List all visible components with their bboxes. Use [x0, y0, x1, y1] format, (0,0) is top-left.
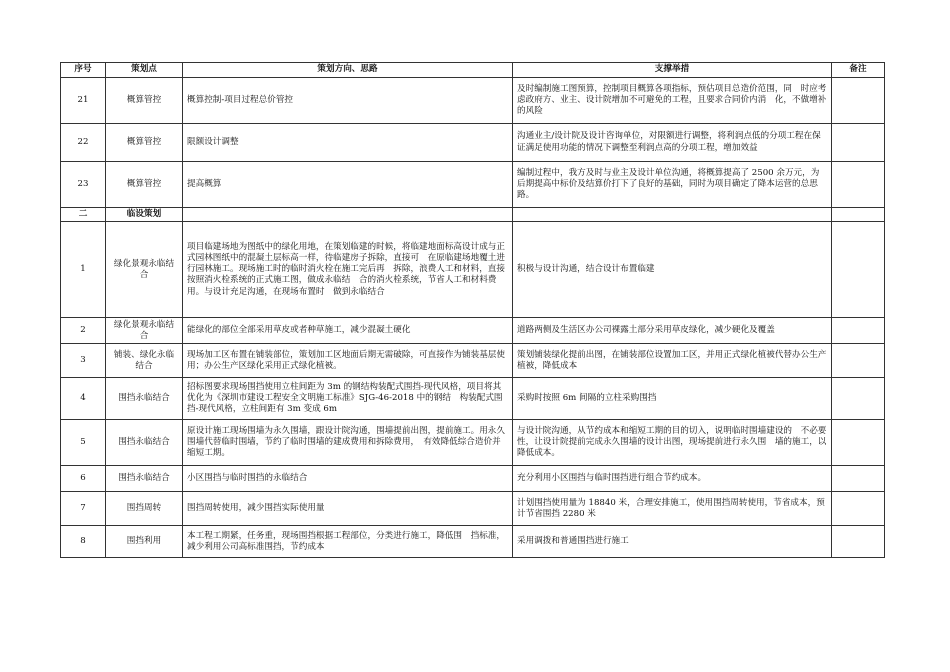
table-row — [61, 344, 885, 378]
cell-measure: 计划围挡使用量为 18840 米，合理安排施工，使用围挡周转使用，节省成本，预计节省围挡 2280 米 — [513, 492, 832, 526]
cell-point: 绿化景观永临结合 — [106, 318, 183, 344]
cell-direction: 提高概算 — [183, 162, 513, 208]
section-no: 二 — [61, 208, 106, 222]
planning-table — [60, 62, 885, 558]
cell-point: 绿化景观永临结合 — [106, 222, 183, 318]
cell-measure: 积极与设计沟通，结合设计布置临建 — [513, 222, 832, 318]
cell-no: 4 — [61, 378, 106, 420]
cell-remark — [832, 222, 885, 318]
cell-point: 围挡利用 — [106, 526, 183, 558]
table-row — [61, 222, 885, 318]
cell-remark — [832, 466, 885, 492]
cell-measure: 策划铺装绿化提前出图，在铺装部位设置加工区，并用正式绿化植被代替办公生产植被，降低成本 — [513, 344, 832, 378]
cell-point: 概算管控 — [106, 124, 183, 162]
cell-direction: 项目临建场地为图纸中的绿化用地，在策划临建的时候，将临建地面标高设计成与正式园林图纸中的混凝土层标高一样，待临建房子拆除，直接可 在原临建场地覆土进行园林施工。现场施工时的临时消火栓在施工完后再 拆除，浪费人工和材料，直接按照消火栓系统的正式施工图，做成永临结 合的消火栓系统，节省人工和材料费用。与设计充足沟通，在现场布置时 做到永临结合 — [183, 222, 513, 318]
cell-remark — [832, 344, 885, 378]
cell-point: 围挡周转 — [106, 492, 183, 526]
cell-remark — [832, 492, 885, 526]
cell-measure: 沟通业主/设计院及设计咨询单位，对限额进行调整，将利润点低的分项工程在保证满足使用功能的情况下调整至利润点高的分项工程，增加效益 — [513, 124, 832, 162]
header-measure: 支撑举措 — [513, 63, 832, 78]
cell-measure: 编制过程中，我方及时与业主及设计单位沟通，将概算提高了 2500 余万元，为后期提高中标价及结算价打下了良好的基础，同时为项目确定了降本运营的总思路。 — [513, 162, 832, 208]
cell-no: 22 — [61, 124, 106, 162]
cell-point: 铺装、绿化永临结合 — [106, 344, 183, 378]
cell-no: 6 — [61, 466, 106, 492]
header-no: 序号 — [61, 63, 106, 78]
cell-remark — [832, 526, 885, 558]
header-row — [61, 63, 885, 78]
cell-point: 围挡永临结合 — [106, 378, 183, 420]
cell-point: 围挡永临结合 — [106, 466, 183, 492]
cell-no: 7 — [61, 492, 106, 526]
cell-direction: 围挡周转使用，减少围挡实际使用量 — [183, 492, 513, 526]
cell-remark — [832, 78, 885, 124]
cell-direction: 小区围挡与临时围挡的永临结合 — [183, 466, 513, 492]
table-row — [61, 526, 885, 558]
cell-direction: 概算控制-项目过程总价管控 — [183, 78, 513, 124]
cell-remark — [832, 378, 885, 420]
table-row — [61, 492, 885, 526]
cell-direction: 招标图要求现场围挡使用立柱间距为 3m 的钢结构装配式围挡-现代风格，项目将其优化为《深圳市建设工程安全文明施工标准》SJG-46-2018 中的钢结 构装配式围挡-现代风格，立柱间距有 3m 变成 6m — [183, 378, 513, 420]
table-row — [61, 466, 885, 492]
cell-point: 概算管控 — [106, 78, 183, 124]
table-row — [61, 378, 885, 420]
table-row — [61, 78, 885, 124]
table-row — [61, 162, 885, 208]
table-row — [61, 420, 885, 466]
section-title: 临设策划 — [106, 208, 183, 222]
table-body — [61, 78, 885, 558]
header-direction: 策划方向、思路 — [183, 63, 513, 78]
cell-direction: 原设计施工现场围墙为永久围墙，跟设计院沟通，围墙提前出图，提前施工。用永久围墙代替临时围墙，节约了临时围墙的建成费用和拆除费用， 有效降低综合造价并缩短工期。 — [183, 420, 513, 466]
cell-remark — [832, 124, 885, 162]
header-point: 策划点 — [106, 63, 183, 78]
cell-point: 围挡永临结合 — [106, 420, 183, 466]
cell-point: 概算管控 — [106, 162, 183, 208]
cell-direction: 能绿化的部位全部采用草皮或者种草施工，减少混凝土硬化 — [183, 318, 513, 344]
cell-direction: 现场加工区布置在铺装部位，策划加工区地面后期无需破除，可直接作为铺装基层使用；办公生产区绿化采用正式绿化植被。 — [183, 344, 513, 378]
cell-no: 3 — [61, 344, 106, 378]
cell-no: 8 — [61, 526, 106, 558]
cell-no: 1 — [61, 222, 106, 318]
cell-no: 2 — [61, 318, 106, 344]
cell-remark — [832, 420, 885, 466]
cell-measure: 道路两侧及生活区办公司裸露土部分采用草皮绿化，减少硬化及覆盖 — [513, 318, 832, 344]
cell-empty — [183, 208, 513, 222]
cell-measure: 与设计院沟通，从节约成本和缩短工期的目的切入，说明临时围墙建设的 不必要性，让设计院提前完成永久围墙的设计出图，现场提前进行永久围 墙的施工，以降低成本。 — [513, 420, 832, 466]
cell-empty — [513, 208, 832, 222]
cell-no: 5 — [61, 420, 106, 466]
cell-no: 23 — [61, 162, 106, 208]
cell-direction: 限额设计调整 — [183, 124, 513, 162]
cell-measure: 采用调拨和普通围挡进行施工 — [513, 526, 832, 558]
cell-empty — [832, 208, 885, 222]
cell-direction: 本工程工期紧，任务重，现场围挡根据工程部位，分类进行施工，降低围 挡标准，减少利用公司高标准围挡，节约成本 — [183, 526, 513, 558]
cell-no: 21 — [61, 78, 106, 124]
cell-measure: 充分利用小区围挡与临时围挡进行组合节约成本。 — [513, 466, 832, 492]
cell-measure: 及时编制施工图预算，控制项目概算各项指标，预估项目总造价范围，同 时应考虑政府方、业主、设计院增加不可避免的工程，且要求合同价内消 化，不做增补的风险 — [513, 78, 832, 124]
header-remark: 备注 — [832, 63, 885, 78]
cell-remark — [832, 162, 885, 208]
cell-remark — [832, 318, 885, 344]
cell-measure: 采购时按照 6m 间隔的立柱采购围挡 — [513, 378, 832, 420]
table-row — [61, 318, 885, 344]
section-row — [61, 208, 885, 222]
table-row — [61, 124, 885, 162]
